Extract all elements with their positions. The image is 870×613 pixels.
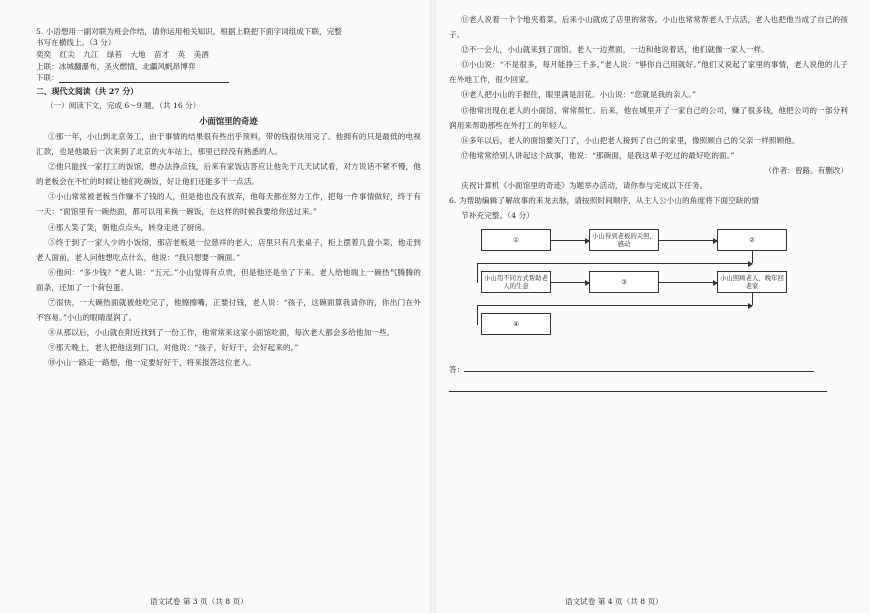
answer-area: [449, 362, 848, 392]
article-body-left: [36, 129, 421, 371]
paragraph: ⑫不一会儿，小山就来到了面馆。老人一边煮面，一边和他说着话，他们就像一家人一样。: [461, 45, 769, 55]
paragraph: ①那一年，小山到北京务工，由于事情的结果很有些出乎预料，带的钱很快用完了。他拥有的只是最低的电视汇款，也是他最后一次来到了北京的火车站上，那里已经没有熟悉的人。: [36, 132, 421, 157]
article-body-right: [449, 12, 848, 163]
flow-box-2: [589, 229, 659, 251]
paragraph: ⑧从那以后，小山就在附近找到了一份工作，他常常来这家小面馆吃面，每次老人都会多给他加一些。: [48, 328, 395, 338]
subsection-title: （一）阅读下文，完成 6～9 题。（共 16 分）: [46, 101, 201, 110]
flow-connector: [477, 305, 478, 325]
paragraph: ④那人笑了笑，朝他点点头，转身走进了厨房。: [48, 222, 210, 232]
paragraph: ⑩小山一路走一路想，他一定要好好干，将来报答这位老人。: [48, 358, 256, 368]
flow-box-4: [481, 271, 551, 293]
flow-box-5[interactable]: [589, 271, 659, 293]
q5-word: 英: [177, 50, 186, 59]
flow-box-7[interactable]: [481, 313, 551, 335]
paragraph: ⑰他常常给别人讲起这个故事，他说：“那碗面，是我这辈子吃过的最好吃的面。”: [461, 150, 735, 160]
paragraph: ⑤终于到了一家人少的小饭馆，那店老板是一位慈祥的老人，店里只有几张桌子，柜上摆着几盘小菜，他走到老人面前，老人问他想吃点什么，他说：“我只想要一碗面。”: [36, 237, 421, 262]
question-6-line1: 6. 为帮助编辑了解故事的来龙去脉，请按照时间顺序，从主人公小山的角度将下面空缺的情: [449, 196, 760, 206]
flow-box-3-label: ②: [749, 236, 755, 245]
flow-box-3[interactable]: [717, 229, 787, 251]
paragraph: ⑦很快，一大碗热面就被他吃完了，他擦擦嘴，正要付钱，老人说：“孩子，这碗面算我请你的，你出门在外不容易。”小山的眼睛湿润了。: [36, 298, 421, 323]
paragraph: ⑯多年以后，老人的面馆要关门了，小山把老人接到了自己的家里，像照顾自己的父亲一样照顾他。: [461, 135, 800, 145]
right-page: [435, 0, 870, 613]
flow-connector: [477, 263, 752, 264]
flow-box-2-label: 小山得到老板的关照，感动: [592, 232, 656, 249]
flow-connector: [477, 263, 478, 283]
flow-box-1[interactable]: [481, 229, 551, 251]
q5-word: 美酒: [193, 50, 209, 59]
plot-flowchart: [481, 229, 801, 354]
article-title: 小面馆里的奇迹: [199, 116, 258, 126]
flow-arrow: [551, 240, 589, 241]
q5-word: 红尖: [59, 50, 75, 59]
answer-label: 答：: [449, 365, 465, 375]
q5-word: 苗才: [154, 50, 170, 59]
paragraph: ⑥他问：“多少钱？”老人说：“五元。”小山觉得有点贵，但是他还是坐了下来。老人给他端上一碗热气腾腾的面条，还加了一个荷包蛋。: [36, 267, 421, 292]
question-5: [36, 26, 421, 48]
paragraph: ⑪老人说着一个个地夹着菜，后来小山就成了店里的常客。小山也常常帮老人干点活，老人也把他当成了自己的孩子。: [449, 15, 848, 40]
flow-box-5-label: ③: [621, 278, 627, 287]
article-source: （作者：曾路。有删改）: [764, 165, 848, 175]
answer-line[interactable]: [464, 362, 814, 372]
q5-lower-couplet-line: [36, 72, 421, 83]
paragraph: ⑭老人把小山的手握住，眼里满是泪花。小山说：“您就是我的亲人。”: [461, 90, 697, 100]
q5-word: 奕奕: [36, 50, 52, 59]
right-page-footer: 语文试卷 第 4 页（共 8 页）: [565, 597, 663, 606]
q5-lower-label: 下联：: [36, 73, 59, 82]
flow-box-4-label: 小山用不同方式帮助老人的生意: [484, 274, 548, 291]
section-title: 二、现代文阅读（共 27 分）: [36, 87, 139, 96]
paragraph: ⑨那天晚上，老人把他送到门口，对他说：“孩子，好好干，会好起来的。”: [48, 343, 299, 353]
paragraph: ②他只能找一家打工的饭馆，想办法挣点钱，后来有家饭店答应让他先干几天试试看，对方说话不紧不慢，他的老板会在不忙的时候让他们吃碗饭，好让他们还能多干一点活。: [36, 162, 421, 187]
flow-arrow: [659, 282, 717, 283]
q5-stem-line1: 5. 小语想用一副对联为班会作结，请你运用相关知识，根据上联把下面字词组成下联，完整: [36, 27, 342, 36]
q5-stem-line2: 书写在横线上。（3 分）: [36, 38, 116, 47]
task-intro: 庆祝计算机《小面馆里的奇迹》为题举办活动，请你参与完成以下任务。: [461, 180, 708, 190]
paragraph: ⑮他常出现在老人的小面馆，常常帮忙。后来，他在城里开了一家自己的公司，赚了很多钱，他把公司的一部分利润用来帮助那些在外打工的年轻人。: [449, 105, 848, 130]
q5-answer-blank[interactable]: [59, 73, 229, 83]
flow-box-1-label: ①: [513, 236, 519, 245]
paragraph: ⑬小山说：“不是很多，每月能挣三千多。”老人说：“够你自己用就好。”他们又说起了家里的事情，老人说他的儿子在外地工作，很少回家。: [449, 60, 848, 85]
flow-arrow: [551, 282, 589, 283]
q5-word: 九江: [83, 50, 99, 59]
flow-connector: [477, 305, 752, 306]
q5-word-list: [36, 48, 421, 61]
paragraph: ③小山常常被老板当作赚不了钱的人，但是他也没有放弃，他每天都在努力工作，把每一件事情做好，终于有一天：“面馆里有一碗热面，都可以用来换一碗饭，在这样的时候我要给你送过来。”: [36, 192, 421, 217]
flow-box-7-label: ④: [513, 320, 519, 329]
q5-word: 绿苔: [106, 50, 123, 59]
flow-box-6-label: 小山照顾老人，晚年回老家: [720, 274, 784, 291]
flow-box-6: [717, 271, 787, 293]
flow-arrow: [659, 240, 717, 241]
question-6-line2: 节补充完整。（4 分）: [461, 211, 535, 221]
answer-line[interactable]: [449, 377, 827, 392]
left-page-footer: 语文试卷 第 3 页（共 8 页）: [150, 597, 248, 606]
q5-word: 大地: [130, 50, 146, 59]
q5-upper-couplet: 上联：冰城翻瀑布，圣火燃情，北疆风帆昂博弈: [36, 62, 196, 71]
